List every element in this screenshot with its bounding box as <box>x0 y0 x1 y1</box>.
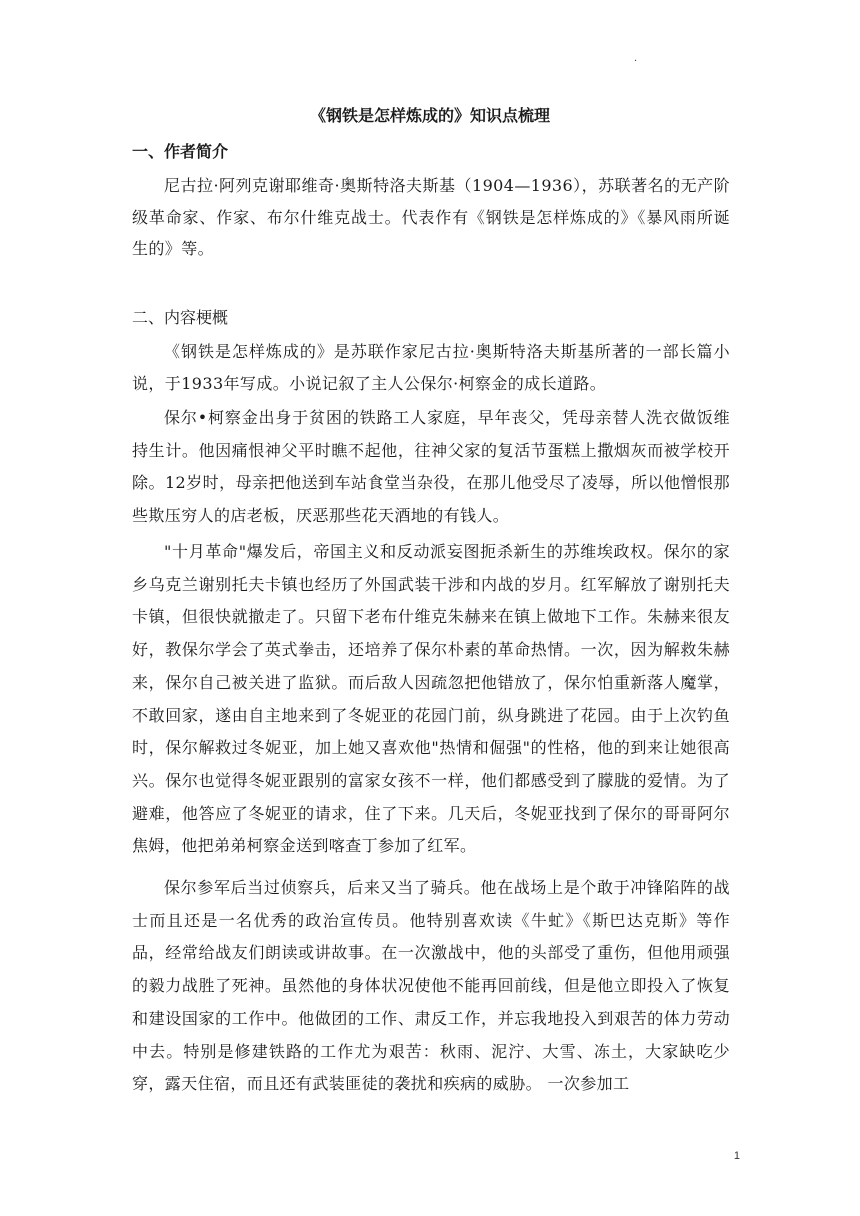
document-title: 《钢铁是怎样炼成的》知识点梳理 <box>309 106 550 125</box>
section-heading-summary: 二、内容梗概 <box>132 308 229 327</box>
paragraph-summary-3: "十月革命"爆发后，帝国主义和反动派妄图扼杀新生的苏维埃政权。保尔的家乡乌克兰谢别托夫卡镇也经历了外国武装干涉和内战的岁月。红军解放了谢别托夫卡镇，但很快就撤走了。只留下老布什维克朱赫来在镇上做地下工作。朱赫来很友好，教保尔学会了英式拳击，还培养了保尔朴素的革命热情。一次，因为解救朱赫来，保尔自己被关进了监狱。而后敌人因疏忽把他错放了，保尔怕重新落人魔掌，不敢回家，遂由自主地来到了冬妮亚的花园门前，纵身跳进了花园。由于上次钓鱼时，保尔解救过冬妮亚，加上她又喜欢他"热情和倔强"的性格，他的到来让她很高兴。保尔也觉得冬妮亚跟别的富家女孩不一样，他们都感受到了朦胧的爱情。为了避难，他答应了冬妮亚的请求，住了下来。几天后，冬妮亚找到了保尔的哥哥阿尔焦姆，他把弟弟柯察金送到喀查丁参加了红军。 <box>132 542 730 856</box>
paragraph-summary-4: 保尔参军后当过侦察兵，后来又当了骑兵。他在战场上是个敢于冲锋陷阵的战士而且还是一名优秀的政治宣传员。他特别喜欢读《牛虻》《斯巴达克斯》等作品，经常给战友们朗读或讲故事。在一次激战中，他的头部受了重伤，但他用顽强的毅力战胜了死神。虽然他的身体状况使他不能再回前线，但是他立即投入了恢复和建设国家的工作中。他做团的工作、肃反工作，并忘我地投入到艰苦的体力劳动中去。特别是修建铁路的工作尤为艰苦：秋雨、泥泞、大雪、冻土，大家缺吃少穿，露天住宿，而且还有武装匪徒的袭扰和疾病的威胁。 一次参加工 <box>132 878 730 1094</box>
paragraph-author-intro: 尼古拉·阿列克谢耶维奇·奥斯特洛夫斯基（1904—1936），苏联著名的无产阶级革命家、作家、布尔什维克战士。代表作有《钢铁是怎样炼成的》《暴风雨所诞生的》等。 <box>132 176 730 258</box>
paragraph-summary-2: 保尔•柯察金出身于贫困的铁路工人家庭，早年丧父，凭母亲替人洗衣做饭维持生计。他因痛恨神父平时瞧不起他，往神父家的复活节蛋糕上撒烟灰而被学校开除。12岁时，母亲把他送到车站食堂当杂役，在那儿他受尽了凌辱，所以他憎恨那些欺压穷人的店老板，厌恶那些花天酒地的有钱人。 <box>132 408 730 526</box>
corner-mark: · <box>634 56 638 67</box>
page-number: 1 <box>733 1150 740 1162</box>
paragraph-summary-1: 《钢铁是怎样炼成的》是苏联作家尼古拉·奥斯特洛夫斯基所著的一部长篇小说，于1933年写成。小说记叙了主人公保尔·柯察金的成长道路。 <box>132 342 730 393</box>
section-heading-author: 一、作者简介 <box>132 142 229 161</box>
